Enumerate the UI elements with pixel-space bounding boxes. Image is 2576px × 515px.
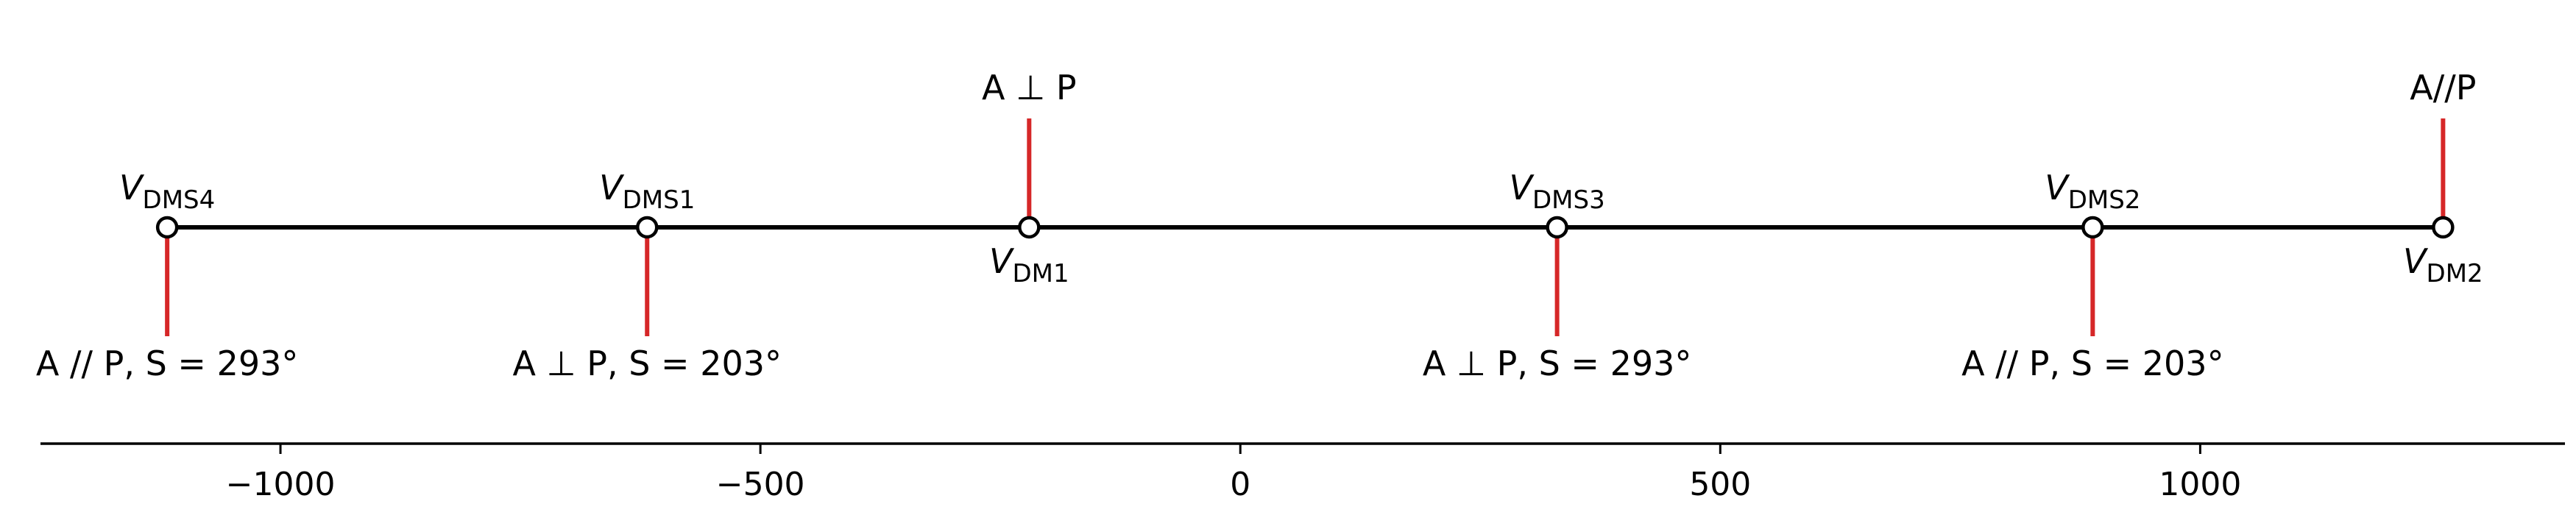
point-vdms2 xyxy=(2083,218,2102,237)
marker-label-vdms4: A // P, S = 293° xyxy=(35,344,299,383)
point-label-vdm2: $V_{DM2}$ xyxy=(2403,241,2483,288)
marker-label-vdms1: A ⊥ P, S = 203° xyxy=(512,344,782,383)
point-label-vdms2: $V_{DMS2}$ xyxy=(2045,168,2141,215)
x-tick-label: 0 xyxy=(1230,466,1251,503)
marker-label-vdms2: A // P, S = 203° xyxy=(1961,344,2224,383)
point-label-vdms3: $V_{DMS3}$ xyxy=(1509,168,1605,215)
point-vdm1 xyxy=(1019,218,1038,237)
marker-label-vdm1: A ⊥ P xyxy=(982,68,1077,107)
point-label-vdm1: $V_{DM1}$ xyxy=(988,241,1069,288)
x-tick-label: −1000 xyxy=(225,466,336,503)
point-label-vdms1: $V_{DMS1}$ xyxy=(599,168,696,215)
point-label-vdms4: $V_{DMS4}$ xyxy=(119,168,216,215)
x-tick-label: −500 xyxy=(715,466,805,503)
x-tick-label: 500 xyxy=(1689,466,1752,503)
marker-label-vdm2: A//P xyxy=(2410,68,2477,107)
x-tick-label: 1000 xyxy=(2159,466,2242,503)
point-vdms4 xyxy=(158,218,177,237)
marker-label-vdms3: A ⊥ P, S = 293° xyxy=(1422,344,1692,383)
point-vdm2 xyxy=(2433,218,2452,237)
point-vdms3 xyxy=(1548,218,1567,237)
x-axis xyxy=(40,444,2565,503)
point-vdms1 xyxy=(637,218,657,237)
